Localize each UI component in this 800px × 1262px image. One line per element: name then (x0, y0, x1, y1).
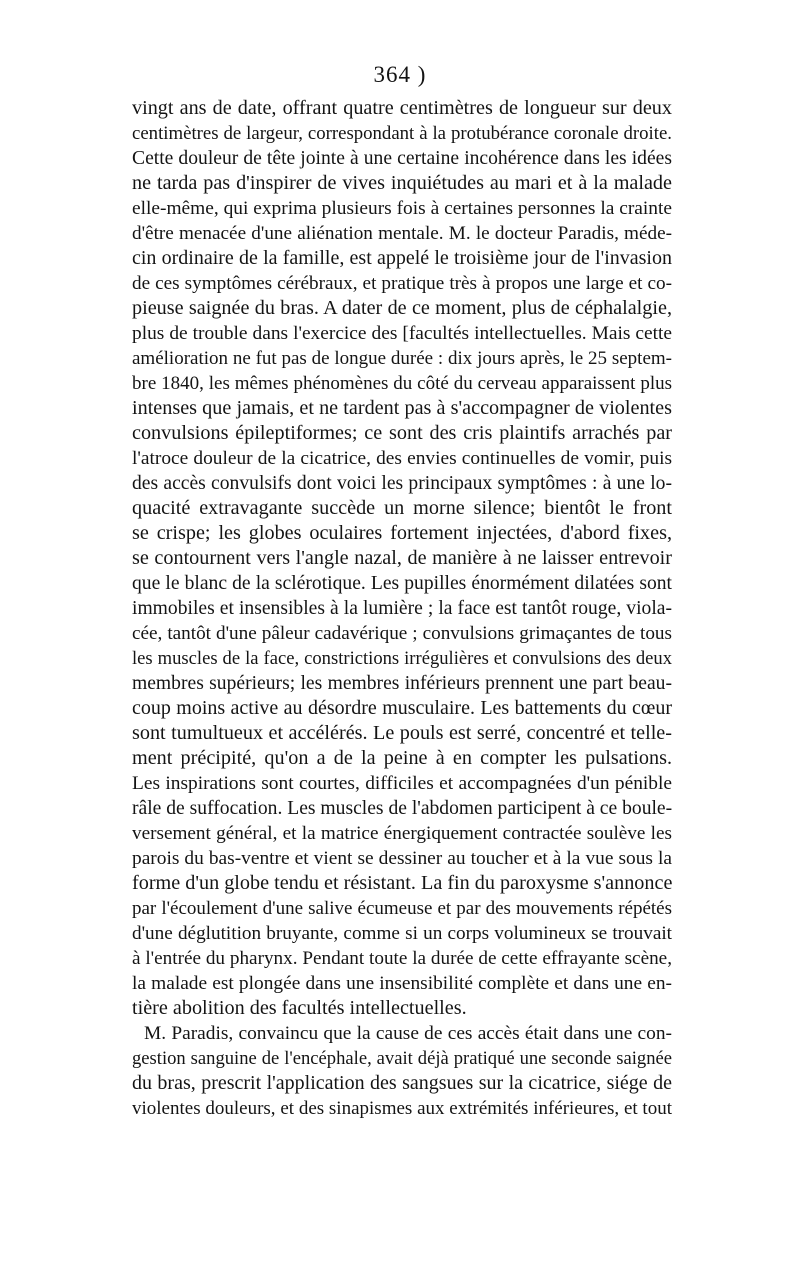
text-line: parois du bas-ventre et vient se dessiner au toucher et à la vue sous la (132, 848, 672, 869)
text-line: ment précipité, qu'on a de la peine à en compter les pulsations. (132, 747, 672, 769)
paragraph-end-line: tière abolition des facultés intellectuelles. (132, 997, 467, 1019)
text-line: râle de suffocation. Les muscles de l'abdomen participent à ce boule- (132, 798, 673, 819)
paragraph-start-line: M. Paradis, convaincu que la cause de ces accès était dans une con- (144, 1023, 672, 1044)
body-text (132, 96, 672, 1121)
page-number: 364 ) (373, 62, 427, 87)
text-line: se contournent vers l'angle nazal, de manière à ne laisser entrevoir (132, 547, 672, 569)
text-line: violentes douleurs, et des sinapismes aux extrémités inférieures, et tout (132, 1098, 672, 1119)
text-line: versement général, et la matrice énergiquement contractée soulève les (132, 823, 672, 844)
text-line: convulsions épileptiformes; ce sont des cris plaintifs arrachés par (132, 422, 672, 444)
text-line: quacité extravagante succède un morne silence; bientôt le front (132, 497, 672, 519)
text-line: centimètres de largeur, correspondant à la protubérance coronale droite. (132, 123, 672, 144)
text-line: immobiles et insensibles à la lumière ; la face est tantôt rouge, viola- (132, 598, 672, 619)
text-line: forme d'un globe tendu et résistant. La fin du paroxysme s'annonce (132, 872, 673, 894)
text-line: d'une déglutition bruyante, comme si un corps volumineux se trouvait (132, 923, 672, 944)
text-line: à l'entrée du pharynx. Pendant toute la durée de cette effrayante scène, (132, 948, 672, 969)
text-line: les muscles de la face, constrictions irrégulières et convulsions des deux (132, 648, 672, 669)
text-line: Les inspirations sont courtes, difficiles et accompagnées d'un pénible (132, 773, 672, 794)
text-line: du bras, prescrit l'application des sangsues sur la cicatrice, siége de (132, 1072, 672, 1094)
text-line: cée, tantôt d'une pâleur cadavérique ; convulsions grimaçantes de tous (132, 623, 672, 644)
text-line: la malade est plongée dans une insensibilité complète et dans une en- (132, 973, 672, 994)
text-line: coup moins active au désordre musculaire. Les battements du cœur (132, 697, 672, 719)
text-line: de ces symptômes cérébraux, et pratique très à propos une large et co- (132, 273, 672, 294)
text-line: intenses que jamais, et ne tardent pas à s'accompagner de violentes (132, 397, 672, 419)
text-line: plus de trouble dans l'exercice des [facultés intellectuelles. Mais cette (132, 323, 672, 344)
text-line: membres supérieurs; les membres inférieurs prennent une part beau- (132, 673, 672, 694)
text-line: ne tarda pas d'inspirer de vives inquiétudes au mari et à la malade (132, 172, 672, 194)
text-line: gestion sanguine de l'encéphale, avait déjà pratiqué une seconde saignée (132, 1048, 672, 1069)
text-line: elle-même, qui exprima plusieurs fois à certaines personnes la crainte (132, 198, 672, 219)
text-line: Cette douleur de tête jointe à une certaine incohérence dans les idées (132, 148, 672, 169)
text-line: sont tumultueux et accélérés. Le pouls est serré, concentré et telle- (132, 722, 672, 744)
text-line: par l'écoulement d'une salive écumeuse et par des mouvements répétés (132, 898, 672, 919)
text-line: d'être menacée d'une aliénation mentale. M. le docteur Paradis, méde- (132, 223, 672, 244)
text-line: l'atroce douleur de la cicatrice, des envies continuelles de vomir, puis (132, 448, 672, 469)
text-line: que le blanc de la sclérotique. Les pupilles énormément dilatées sont (132, 573, 672, 594)
text-line: amélioration ne fut pas de longue durée : dix jours après, le 25 septem- (132, 348, 672, 369)
text-line: cin ordinaire de la famille, est appelé le troisième jour de l'invasion (132, 247, 672, 269)
text-line: se crispe; les globes oculaires fortement injectées, d'abord fixes, (132, 522, 672, 544)
text-line: vingt ans de date, offrant quatre centimètres de longueur sur deux (132, 97, 672, 119)
text-line: des accès convulsifs dont voici les principaux symptômes : à une lo- (132, 473, 672, 494)
text-line: pieuse saignée du bras. A dater de ce moment, plus de céphalalgie, (132, 297, 672, 319)
text-line: bre 1840, les mêmes phénomènes du côté du cerveau apparaissent plus (132, 373, 672, 394)
